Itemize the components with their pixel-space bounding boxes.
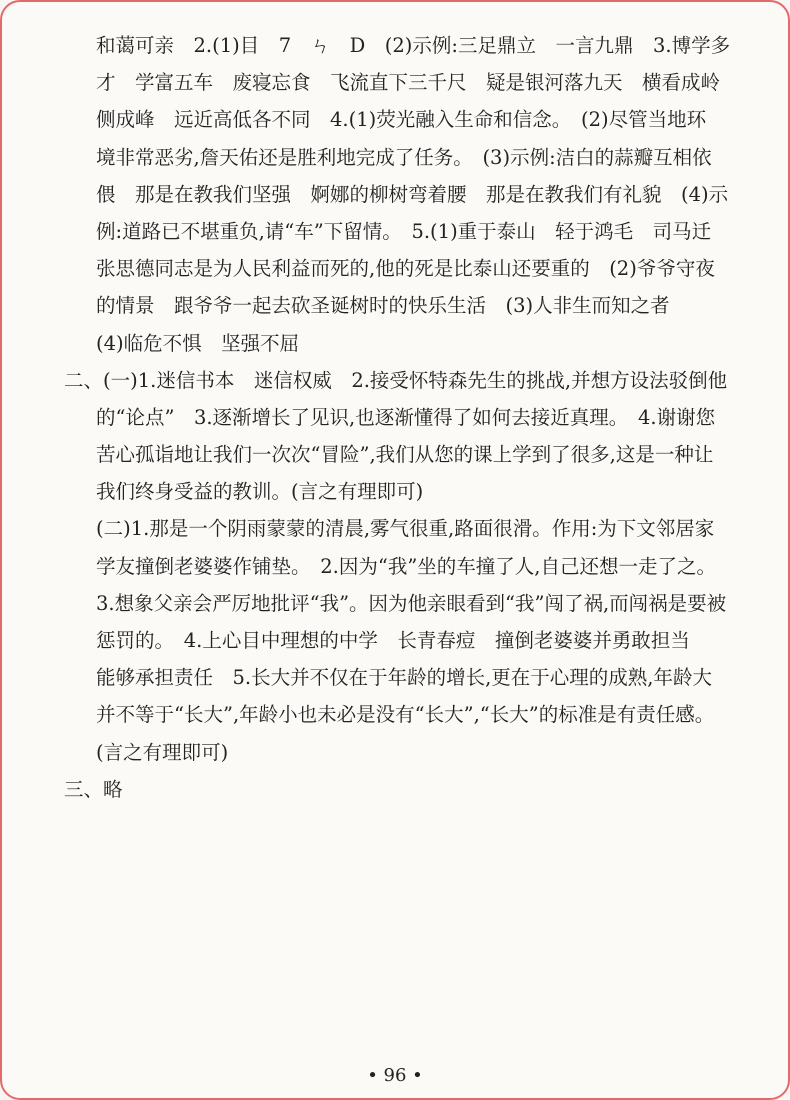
text-line: 并不等于“长大”,年龄小也未必是没有“长大”,“长大”的标准是有责任感。 — [96, 703, 715, 727]
text-line: 侧成峰 远近高低各不同 4.(1)荧光融入生命和信念。 (2)尽管当地环 — [96, 108, 707, 132]
text-line: 3.想象父亲会严厉地批评“我”。因为他亲眼看到“我”闯了祸,而闯祸是要被 — [96, 591, 727, 615]
section-heading-line: 二、(一)1.迷信书本 迷信权威 2.接受怀特森先生的挑战,并想方设法驳倒他 — [64, 368, 728, 392]
text-line: 和蔼可亲 2.(1)目 7 ㄣ D (2)示例:三足鼎立 一言九鼎 3.博学多 — [96, 34, 731, 57]
text-line: (言之有理即可) — [96, 740, 229, 764]
text-line: 张思德同志是为人民利益而死的,他的死是比泰山还要重的 (2)爷爷守夜 — [96, 257, 715, 281]
text-line: 例:道路已不堪重负,请“车”下留情。 5.(1)重于泰山 轻于鸿毛 司马迁 — [96, 219, 712, 243]
text-line: 惩罚的。 4.上心目中理想的中学 长青春痘 撞倒老婆婆并勇敢担当 — [96, 629, 690, 652]
text-line: 我们终身受益的教训。(言之有理即可) — [96, 480, 424, 504]
text-line: 才 学富五车 废寝忘食 飞流直下三千尺 疑是银河落九天 横看成岭 — [96, 71, 721, 95]
text-line: 境非常恶劣,詹天佑还是胜利地完成了任务。 (3)示例:洁白的蒜瓣互相依 — [96, 145, 712, 169]
text-line: 偎 那是在教我们坚强 婀娜的柳树弯着腰 那是在教我们有礼貌 (4)示 — [96, 182, 729, 206]
section-heading-line: 三、略 — [64, 777, 123, 801]
text-line: 能够承担责任 5.长大并不仅在于年龄的增长,更在于心理的成熟,年龄大 — [96, 666, 713, 690]
page-number: • 96 • — [367, 1065, 423, 1086]
text-line: (4)临危不惧 坚强不屈 — [96, 331, 300, 355]
text-line: 的“论点” 3.逐渐增长了见识,也逐渐懂得了如何去接近真理。 4.谢谢您 — [96, 405, 716, 429]
text-line: 苦心孤诣地让我们一次次“冒险”,我们从您的课上学到了很多,这是一种让 — [96, 443, 714, 467]
text-line: (二)1.那是一个阴雨蒙蒙的清晨,雾气很重,路面很滑。作用:为下文邻居家 — [96, 517, 715, 541]
text-line: 的情景 跟爷爷一起去砍圣诞树时的快乐生活 (3)人非生而知之者 — [96, 294, 670, 318]
answer-text — [64, 27, 748, 808]
text-line: 学友撞倒老婆婆作铺垫。 2.因为“我”坐的车撞了人,自己还想一走了之。 — [96, 554, 716, 578]
